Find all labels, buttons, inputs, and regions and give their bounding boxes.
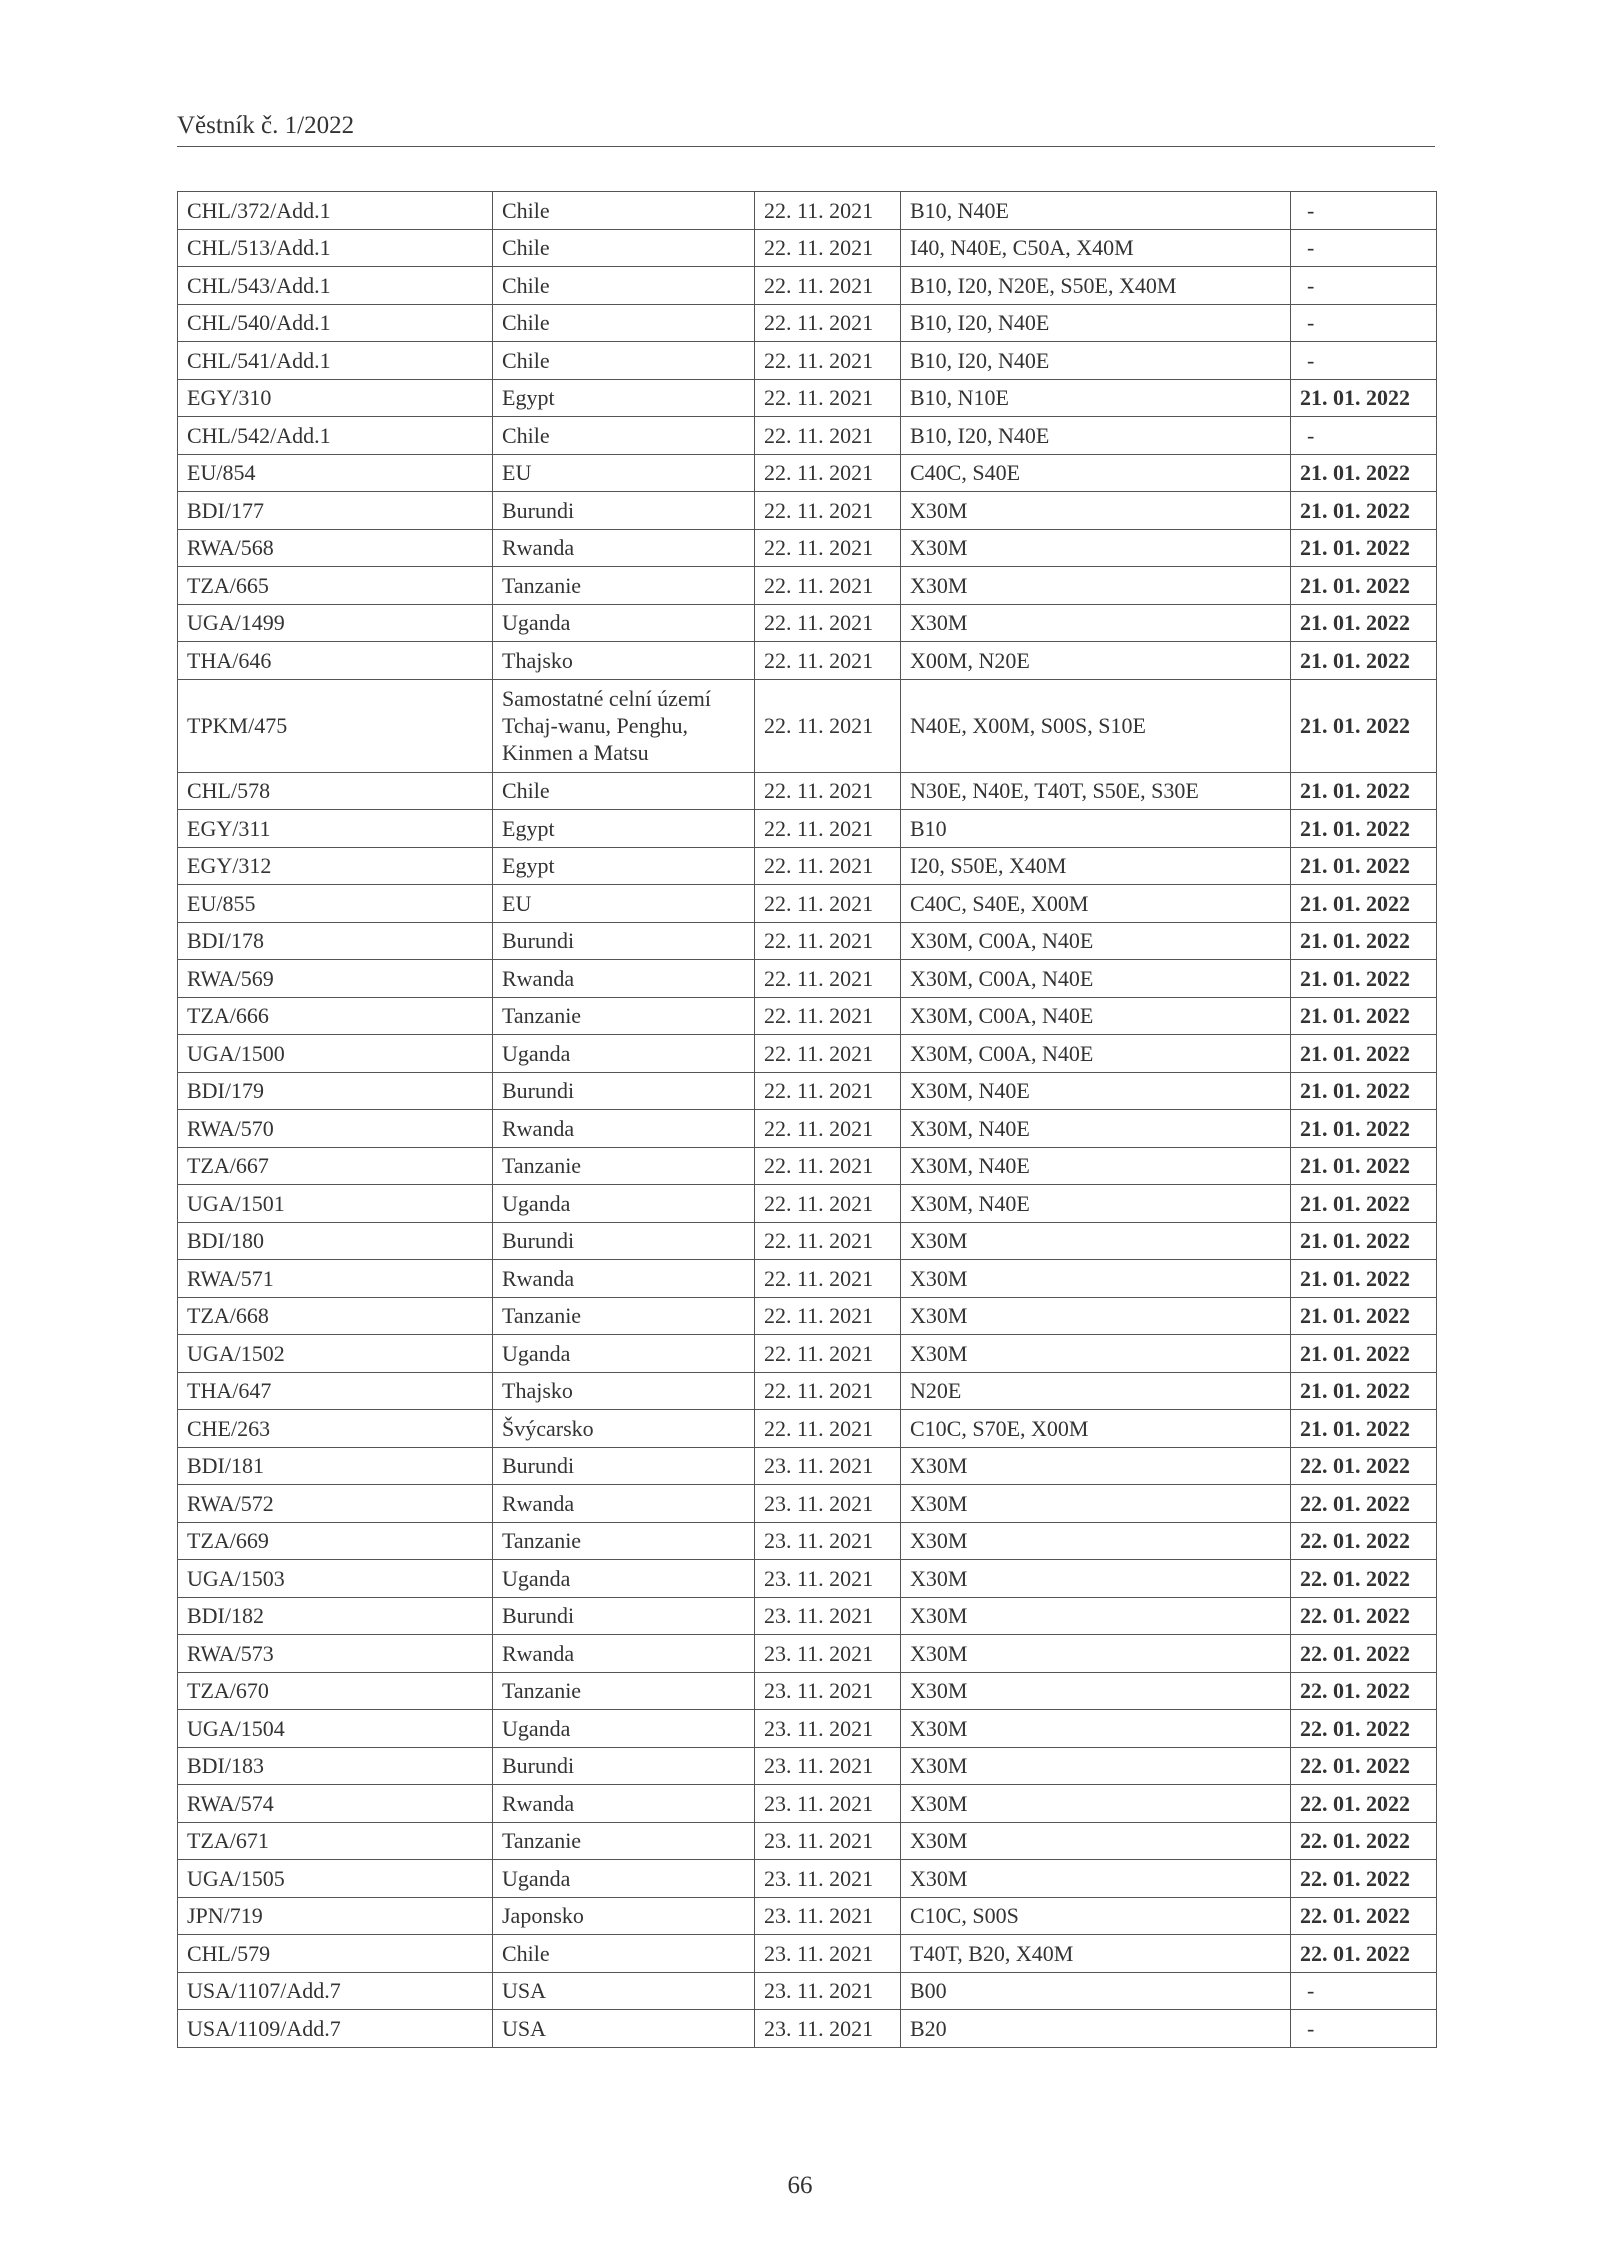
notification-code-cell: RWA/573 (178, 1635, 493, 1673)
notification-date-cell: 22. 11. 2021 (755, 772, 901, 810)
notification-code-cell: UGA/1499 (178, 604, 493, 642)
country-cell: Uganda (493, 604, 755, 642)
deadline-date-cell: - (1291, 304, 1437, 342)
table-row (178, 1147, 1437, 1185)
deadline-date-cell: 21. 01. 2022 (1291, 1297, 1437, 1335)
table-row (178, 847, 1437, 885)
notification-code-cell: TZA/667 (178, 1147, 493, 1185)
deadline-date-cell: 22. 01. 2022 (1291, 1710, 1437, 1748)
deadline-date-cell: 21. 01. 2022 (1291, 1335, 1437, 1373)
deadline-date-cell: 21. 01. 2022 (1291, 1072, 1437, 1110)
deadline-date-cell: 22. 01. 2022 (1291, 1597, 1437, 1635)
classification-codes-cell: X30M (901, 1260, 1291, 1298)
notification-date-cell: 22. 11. 2021 (755, 192, 901, 230)
notification-date-cell: 23. 11. 2021 (755, 1560, 901, 1598)
notification-date-cell: 23. 11. 2021 (755, 1447, 901, 1485)
table-row (178, 960, 1437, 998)
country-cell: Chile (493, 417, 755, 455)
notification-date-cell: 22. 11. 2021 (755, 567, 901, 605)
notification-code-cell: TZA/665 (178, 567, 493, 605)
classification-codes-cell: X30M (901, 529, 1291, 567)
notification-code-cell: UGA/1502 (178, 1335, 493, 1373)
classification-codes-cell: B10, N40E (901, 192, 1291, 230)
notification-date-cell: 23. 11. 2021 (755, 1822, 901, 1860)
deadline-date-cell: 22. 01. 2022 (1291, 1935, 1437, 1973)
notification-code-cell: CHL/542/Add.1 (178, 417, 493, 455)
deadline-date-cell: 21. 01. 2022 (1291, 567, 1437, 605)
notification-code-cell: UGA/1504 (178, 1710, 493, 1748)
notification-code-cell: TPKM/475 (178, 679, 493, 772)
table-row (178, 342, 1437, 380)
notification-date-cell: 22. 11. 2021 (755, 642, 901, 680)
notification-code-cell: BDI/182 (178, 1597, 493, 1635)
deadline-date-cell: 21. 01. 2022 (1291, 454, 1437, 492)
classification-codes-cell: B10, N10E (901, 379, 1291, 417)
deadline-date-cell: 22. 01. 2022 (1291, 1860, 1437, 1898)
country-cell: Rwanda (493, 1260, 755, 1298)
notification-code-cell: EGY/310 (178, 379, 493, 417)
notification-date-cell: 22. 11. 2021 (755, 1335, 901, 1373)
table-row (178, 304, 1437, 342)
country-cell: Rwanda (493, 1110, 755, 1148)
notification-date-cell: 22. 11. 2021 (755, 847, 901, 885)
country-cell: Tanzanie (493, 567, 755, 605)
notification-date-cell: 22. 11. 2021 (755, 960, 901, 998)
deadline-date-cell: 21. 01. 2022 (1291, 922, 1437, 960)
deadline-date-cell: 22. 01. 2022 (1291, 1560, 1437, 1598)
notification-code-cell: BDI/178 (178, 922, 493, 960)
notification-date-cell: 23. 11. 2021 (755, 1972, 901, 2010)
classification-codes-cell: B10 (901, 810, 1291, 848)
table-row (178, 642, 1437, 680)
country-cell: Švýcarsko (493, 1410, 755, 1448)
classification-codes-cell: N20E (901, 1372, 1291, 1410)
table-row (178, 1747, 1437, 1785)
table-row (178, 604, 1437, 642)
classification-codes-cell: B20 (901, 2010, 1291, 2048)
notification-date-cell: 23. 11. 2021 (755, 1710, 901, 1748)
country-cell: Chile (493, 304, 755, 342)
notification-code-cell: THA/646 (178, 642, 493, 680)
notification-date-cell: 23. 11. 2021 (755, 1522, 901, 1560)
table-row (178, 379, 1437, 417)
notification-date-cell: 22. 11. 2021 (755, 417, 901, 455)
notification-date-cell: 22. 11. 2021 (755, 1110, 901, 1148)
classification-codes-cell: X30M, C00A, N40E (901, 960, 1291, 998)
table-row (178, 529, 1437, 567)
notification-date-cell: 22. 11. 2021 (755, 529, 901, 567)
deadline-date-cell: - (1291, 342, 1437, 380)
country-cell: Egypt (493, 810, 755, 848)
deadline-date-cell: 21. 01. 2022 (1291, 642, 1437, 680)
notification-date-cell: 22. 11. 2021 (755, 604, 901, 642)
table-row (178, 267, 1437, 305)
classification-codes-cell: X30M (901, 1822, 1291, 1860)
table-row (178, 885, 1437, 923)
notification-code-cell: RWA/571 (178, 1260, 493, 1298)
deadline-date-cell: 22. 01. 2022 (1291, 1822, 1437, 1860)
classification-codes-cell: B10, I20, N40E (901, 342, 1291, 380)
notification-table-body (178, 192, 1437, 2048)
table-row (178, 1185, 1437, 1223)
table-row (178, 1635, 1437, 1673)
notification-date-cell: 23. 11. 2021 (755, 1785, 901, 1823)
classification-codes-cell: B00 (901, 1972, 1291, 2010)
country-cell: Uganda (493, 1335, 755, 1373)
country-cell: Burundi (493, 1072, 755, 1110)
country-cell: USA (493, 1972, 755, 2010)
classification-codes-cell: X30M (901, 492, 1291, 530)
country-cell: Burundi (493, 1597, 755, 1635)
country-cell: Burundi (493, 492, 755, 530)
classification-codes-cell: B10, I20, N40E (901, 304, 1291, 342)
country-cell: Chile (493, 1935, 755, 1973)
classification-codes-cell: X30M, N40E (901, 1147, 1291, 1185)
country-cell: Rwanda (493, 1635, 755, 1673)
table-row (178, 1297, 1437, 1335)
table-row (178, 1672, 1437, 1710)
notification-code-cell: CHE/263 (178, 1410, 493, 1448)
classification-codes-cell: X30M (901, 1785, 1291, 1823)
country-cell: Burundi (493, 1222, 755, 1260)
table-row (178, 1222, 1437, 1260)
country-cell: Rwanda (493, 529, 755, 567)
notification-date-cell: 22. 11. 2021 (755, 679, 901, 772)
table-row (178, 1860, 1437, 1898)
table-row (178, 679, 1437, 772)
deadline-date-cell: 21. 01. 2022 (1291, 679, 1437, 772)
table-row (178, 1035, 1437, 1073)
table-row (178, 492, 1437, 530)
classification-codes-cell: X30M, N40E (901, 1110, 1291, 1148)
deadline-date-cell: 21. 01. 2022 (1291, 1035, 1437, 1073)
country-cell: Burundi (493, 1447, 755, 1485)
table-row (178, 1822, 1437, 1860)
notification-code-cell: BDI/181 (178, 1447, 493, 1485)
classification-codes-cell: N30E, N40E, T40T, S50E, S30E (901, 772, 1291, 810)
notification-code-cell: TZA/671 (178, 1822, 493, 1860)
classification-codes-cell: X30M (901, 1222, 1291, 1260)
table-row (178, 1410, 1437, 1448)
classification-codes-cell: X30M (901, 1672, 1291, 1710)
notification-code-cell: EGY/312 (178, 847, 493, 885)
notification-date-cell: 22. 11. 2021 (755, 1147, 901, 1185)
notification-code-cell: CHL/541/Add.1 (178, 342, 493, 380)
notification-date-cell: 22. 11. 2021 (755, 1372, 901, 1410)
deadline-date-cell: 21. 01. 2022 (1291, 885, 1437, 923)
country-cell: Uganda (493, 1710, 755, 1748)
country-cell: Egypt (493, 847, 755, 885)
country-cell: Chile (493, 267, 755, 305)
deadline-date-cell: - (1291, 192, 1437, 230)
notification-date-cell: 23. 11. 2021 (755, 1935, 901, 1973)
table-row (178, 1710, 1437, 1748)
notification-date-cell: 22. 11. 2021 (755, 1222, 901, 1260)
deadline-date-cell: 22. 01. 2022 (1291, 1672, 1437, 1710)
notification-code-cell: EGY/311 (178, 810, 493, 848)
classification-codes-cell: X30M (901, 1335, 1291, 1373)
notification-date-cell: 22. 11. 2021 (755, 997, 901, 1035)
notification-date-cell: 23. 11. 2021 (755, 1860, 901, 1898)
deadline-date-cell: 21. 01. 2022 (1291, 960, 1437, 998)
table-row (178, 1785, 1437, 1823)
table-row (178, 1335, 1437, 1373)
classification-codes-cell: X30M (901, 1297, 1291, 1335)
classification-codes-cell: X30M (901, 1485, 1291, 1523)
notification-code-cell: EU/854 (178, 454, 493, 492)
deadline-date-cell: 21. 01. 2022 (1291, 1185, 1437, 1223)
notification-table (177, 191, 1437, 2048)
notification-date-cell: 23. 11. 2021 (755, 2010, 901, 2048)
notification-code-cell: THA/647 (178, 1372, 493, 1410)
deadline-date-cell: 21. 01. 2022 (1291, 847, 1437, 885)
notification-date-cell: 23. 11. 2021 (755, 1897, 901, 1935)
notification-date-cell: 22. 11. 2021 (755, 267, 901, 305)
notification-date-cell: 23. 11. 2021 (755, 1672, 901, 1710)
country-cell: EU (493, 885, 755, 923)
notification-code-cell: TZA/670 (178, 1672, 493, 1710)
notification-code-cell: TZA/669 (178, 1522, 493, 1560)
country-cell: Rwanda (493, 960, 755, 998)
country-cell: Tanzanie (493, 1147, 755, 1185)
table-row (178, 1110, 1437, 1148)
table-row (178, 1522, 1437, 1560)
table-row (178, 1972, 1437, 2010)
country-cell: Chile (493, 192, 755, 230)
deadline-date-cell: 21. 01. 2022 (1291, 1147, 1437, 1185)
country-cell: Chile (493, 772, 755, 810)
deadline-date-cell: 21. 01. 2022 (1291, 529, 1437, 567)
country-cell: Tanzanie (493, 997, 755, 1035)
deadline-date-cell: 21. 01. 2022 (1291, 772, 1437, 810)
notification-date-cell: 22. 11. 2021 (755, 229, 901, 267)
notification-code-cell: RWA/574 (178, 1785, 493, 1823)
deadline-date-cell: 22. 01. 2022 (1291, 1522, 1437, 1560)
table-row (178, 1372, 1437, 1410)
classification-codes-cell: X30M (901, 1710, 1291, 1748)
country-cell: Uganda (493, 1185, 755, 1223)
notification-code-cell: CHL/579 (178, 1935, 493, 1973)
notification-date-cell: 22. 11. 2021 (755, 342, 901, 380)
classification-codes-cell: T40T, B20, X40M (901, 1935, 1291, 1973)
notification-code-cell: BDI/177 (178, 492, 493, 530)
notification-code-cell: RWA/568 (178, 529, 493, 567)
country-cell: Chile (493, 342, 755, 380)
deadline-date-cell: 22. 01. 2022 (1291, 1897, 1437, 1935)
classification-codes-cell: X00M, N20E (901, 642, 1291, 680)
country-cell: EU (493, 454, 755, 492)
notification-date-cell: 22. 11. 2021 (755, 1185, 901, 1223)
table-row (178, 2010, 1437, 2048)
deadline-date-cell: 21. 01. 2022 (1291, 1372, 1437, 1410)
country-cell: Tanzanie (493, 1522, 755, 1560)
notification-code-cell: UGA/1500 (178, 1035, 493, 1073)
table-row (178, 1260, 1437, 1298)
deadline-date-cell: - (1291, 1972, 1437, 2010)
deadline-date-cell: 21. 01. 2022 (1291, 1222, 1437, 1260)
deadline-date-cell: 22. 01. 2022 (1291, 1785, 1437, 1823)
notification-code-cell: BDI/179 (178, 1072, 493, 1110)
table-row (178, 1897, 1437, 1935)
notification-date-cell: 23. 11. 2021 (755, 1597, 901, 1635)
country-cell: Tanzanie (493, 1297, 755, 1335)
table-row (178, 1597, 1437, 1635)
notification-code-cell: CHL/513/Add.1 (178, 229, 493, 267)
notification-code-cell: UGA/1505 (178, 1860, 493, 1898)
notification-code-cell: BDI/180 (178, 1222, 493, 1260)
country-cell: Egypt (493, 379, 755, 417)
deadline-date-cell: 21. 01. 2022 (1291, 1110, 1437, 1148)
deadline-date-cell: - (1291, 267, 1437, 305)
country-cell: Chile (493, 229, 755, 267)
notification-date-cell: 22. 11. 2021 (755, 492, 901, 530)
deadline-date-cell: 22. 01. 2022 (1291, 1635, 1437, 1673)
table-row (178, 922, 1437, 960)
classification-codes-cell: X30M (901, 1560, 1291, 1598)
classification-codes-cell: C40C, S40E (901, 454, 1291, 492)
classification-codes-cell: B10, I20, N20E, S50E, X40M (901, 267, 1291, 305)
notification-code-cell: RWA/570 (178, 1110, 493, 1148)
table-row (178, 810, 1437, 848)
classification-codes-cell: X30M, C00A, N40E (901, 922, 1291, 960)
notification-date-cell: 22. 11. 2021 (755, 810, 901, 848)
notification-code-cell: JPN/719 (178, 1897, 493, 1935)
notification-code-cell: CHL/372/Add.1 (178, 192, 493, 230)
deadline-date-cell: - (1291, 229, 1437, 267)
table-row (178, 1560, 1437, 1598)
notification-code-cell: TZA/668 (178, 1297, 493, 1335)
table-row (178, 1485, 1437, 1523)
classification-codes-cell: X30M, C00A, N40E (901, 997, 1291, 1035)
table-row (178, 997, 1437, 1035)
notification-date-cell: 22. 11. 2021 (755, 454, 901, 492)
notification-code-cell: CHL/543/Add.1 (178, 267, 493, 305)
deadline-date-cell: 21. 01. 2022 (1291, 1410, 1437, 1448)
notification-code-cell: BDI/183 (178, 1747, 493, 1785)
table-row (178, 772, 1437, 810)
classification-codes-cell: X30M (901, 567, 1291, 605)
country-cell: Burundi (493, 922, 755, 960)
notification-date-cell: 23. 11. 2021 (755, 1485, 901, 1523)
country-cell: Uganda (493, 1860, 755, 1898)
notification-code-cell: CHL/540/Add.1 (178, 304, 493, 342)
classification-codes-cell: N40E, X00M, S00S, S10E (901, 679, 1291, 772)
notification-date-cell: 22. 11. 2021 (755, 1410, 901, 1448)
deadline-date-cell: - (1291, 417, 1437, 455)
notification-code-cell: UGA/1501 (178, 1185, 493, 1223)
notification-code-cell: USA/1109/Add.7 (178, 2010, 493, 2048)
classification-codes-cell: B10, I20, N40E (901, 417, 1291, 455)
deadline-date-cell: 21. 01. 2022 (1291, 1260, 1437, 1298)
notification-date-cell: 22. 11. 2021 (755, 1297, 901, 1335)
classification-codes-cell: X30M (901, 1860, 1291, 1898)
deadline-date-cell: 22. 01. 2022 (1291, 1447, 1437, 1485)
deadline-date-cell: 21. 01. 2022 (1291, 997, 1437, 1035)
table-row (178, 1935, 1437, 1973)
classification-codes-cell: I20, S50E, X40M (901, 847, 1291, 885)
notification-code-cell: UGA/1503 (178, 1560, 493, 1598)
page-header (177, 112, 1435, 147)
country-cell: Tanzanie (493, 1822, 755, 1860)
notification-code-cell: RWA/569 (178, 960, 493, 998)
country-cell: Rwanda (493, 1485, 755, 1523)
classification-codes-cell: X30M (901, 1635, 1291, 1673)
classification-codes-cell: X30M (901, 1747, 1291, 1785)
table-row (178, 192, 1437, 230)
table-row (178, 417, 1437, 455)
country-cell: Japonsko (493, 1897, 755, 1935)
country-cell: Burundi (493, 1747, 755, 1785)
table-row (178, 567, 1437, 605)
notification-date-cell: 22. 11. 2021 (755, 1035, 901, 1073)
country-cell: Tanzanie (493, 1672, 755, 1710)
notification-code-cell: USA/1107/Add.7 (178, 1972, 493, 2010)
country-cell: Samostatné celní území Tchaj-wanu, Penghu, Kinmen a Matsu (493, 679, 755, 772)
notification-date-cell: 22. 11. 2021 (755, 1260, 901, 1298)
notification-code-cell: RWA/572 (178, 1485, 493, 1523)
classification-codes-cell: X30M (901, 1597, 1291, 1635)
deadline-date-cell: - (1291, 2010, 1437, 2048)
table-row (178, 1447, 1437, 1485)
classification-codes-cell: I40, N40E, C50A, X40M (901, 229, 1291, 267)
classification-codes-cell: X30M (901, 1447, 1291, 1485)
bulletin-title: Věstník č. 1/2022 (177, 112, 355, 139)
notification-code-cell: TZA/666 (178, 997, 493, 1035)
table-row (178, 1072, 1437, 1110)
notification-date-cell: 23. 11. 2021 (755, 1635, 901, 1673)
classification-codes-cell: X30M (901, 604, 1291, 642)
country-cell: Thajsko (493, 642, 755, 680)
table-row (178, 454, 1437, 492)
deadline-date-cell: 21. 01. 2022 (1291, 604, 1437, 642)
notification-date-cell: 22. 11. 2021 (755, 304, 901, 342)
deadline-date-cell: 21. 01. 2022 (1291, 379, 1437, 417)
page-number: 66 (787, 2172, 813, 2199)
country-cell: Thajsko (493, 1372, 755, 1410)
notification-date-cell: 22. 11. 2021 (755, 922, 901, 960)
country-cell: Uganda (493, 1035, 755, 1073)
table-row (178, 229, 1437, 267)
classification-codes-cell: X30M, N40E (901, 1072, 1291, 1110)
deadline-date-cell: 21. 01. 2022 (1291, 810, 1437, 848)
notification-date-cell: 23. 11. 2021 (755, 1747, 901, 1785)
notification-date-cell: 22. 11. 2021 (755, 885, 901, 923)
classification-codes-cell: X30M (901, 1522, 1291, 1560)
deadline-date-cell: 22. 01. 2022 (1291, 1747, 1437, 1785)
notification-code-cell: EU/855 (178, 885, 493, 923)
notification-date-cell: 22. 11. 2021 (755, 379, 901, 417)
classification-codes-cell: X30M, N40E (901, 1185, 1291, 1223)
classification-codes-cell: C40C, S40E, X00M (901, 885, 1291, 923)
country-cell: Uganda (493, 1560, 755, 1598)
notification-date-cell: 22. 11. 2021 (755, 1072, 901, 1110)
deadline-date-cell: 21. 01. 2022 (1291, 492, 1437, 530)
classification-codes-cell: C10C, S70E, X00M (901, 1410, 1291, 1448)
country-cell: USA (493, 2010, 755, 2048)
deadline-date-cell: 22. 01. 2022 (1291, 1485, 1437, 1523)
classification-codes-cell: C10C, S00S (901, 1897, 1291, 1935)
classification-codes-cell: X30M, C00A, N40E (901, 1035, 1291, 1073)
country-cell: Rwanda (493, 1785, 755, 1823)
notification-code-cell: CHL/578 (178, 772, 493, 810)
